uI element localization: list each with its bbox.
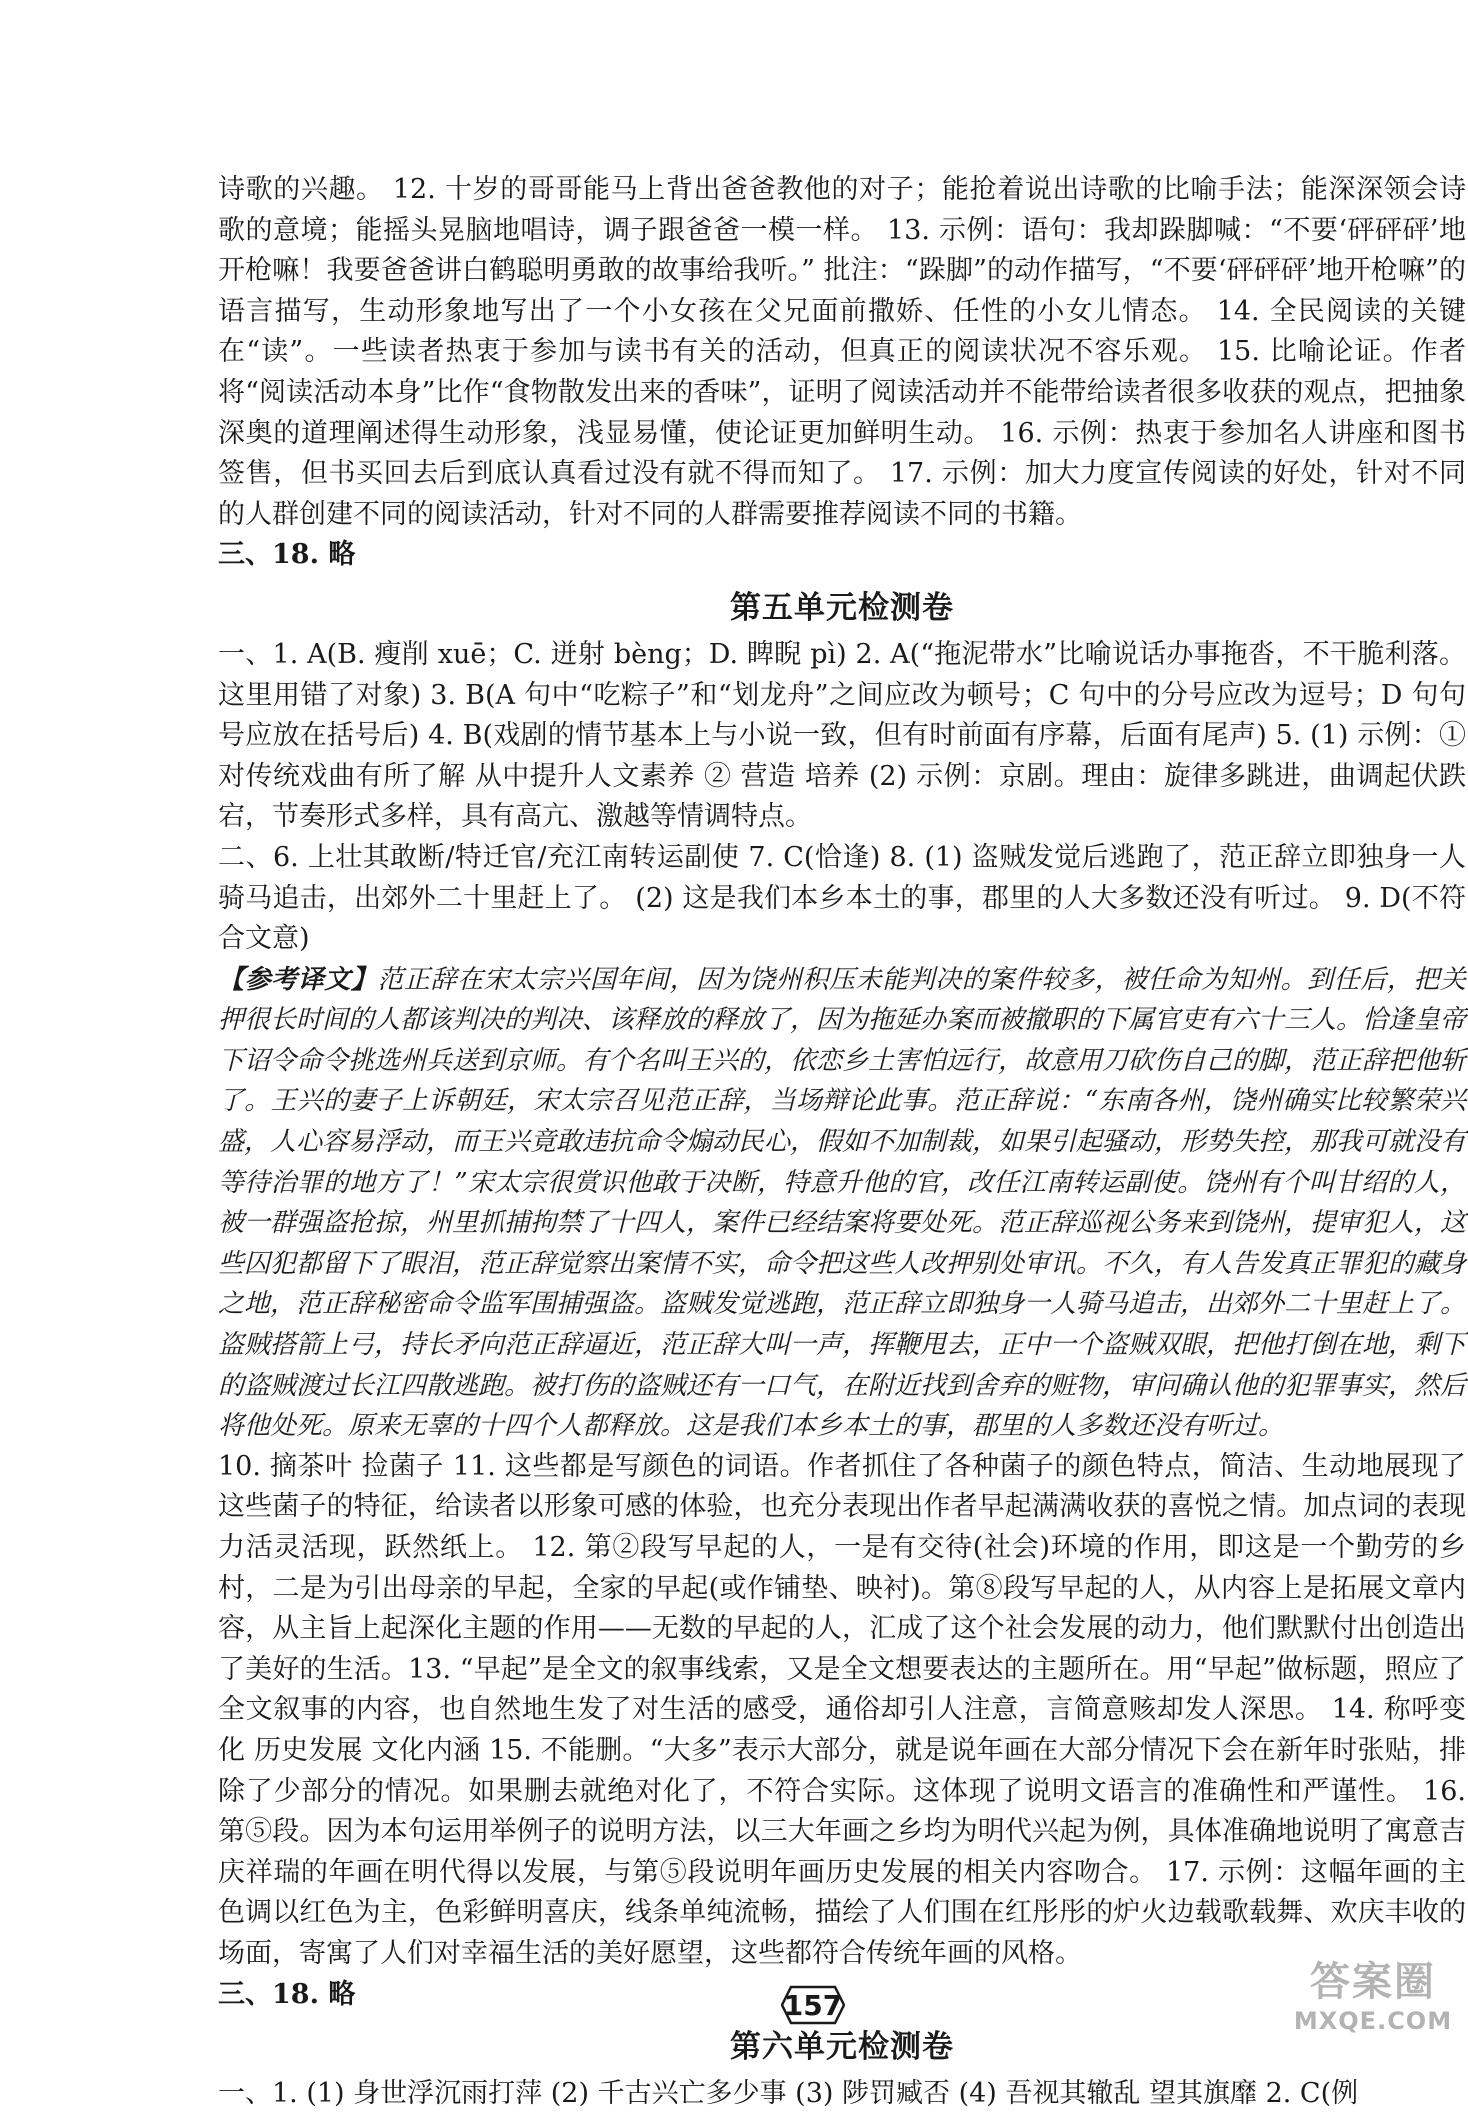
section-three-omitted: 三、18. 略 — [218, 539, 356, 571]
answer-paragraph-unit4-continued: 诗歌的兴趣。 12. 十岁的哥哥能马上背出爸爸教他的对子；能抢着说出诗歌的比喻手法；能深深领会诗歌的意境；能摇头晃脑地唱诗，调子跟爸爸一模一样。 13. 示例：语句：我却跺脚喊：“不要‘砰砰砰’地开枪嘛！我要爸爸讲白鹤聪明勇敢的故事给我听。” 批注：“跺脚”的动作描写，“不要‘砰砰砰’地开枪嘛”的语言描写，生动形象地写出了一个小女孩在父兄面前撒娇、任性的小女儿情态。 14. 全民阅读的关键在“读”。一些读者热衷于参加与读书有关的活动，但真正的阅读状况不容乐观。 15. 比喻论证。作者将“阅读活动本身”比作“食物散发出来的香味”，证明了阅读活动并不能带给读者很多收获的观点，把抽象深奥的道理阐述得生动形象，浅显易懂，使论证更加鲜明生动。 16. 示例：热衷于参加名人讲座和图书签售，但书买回去后到底认真看过没有就不得而知了。 17. 示例：加大力度宣传阅读的好处，针对不同的人群创建不同的阅读活动，针对不同的人群需要推荐阅读不同的书籍。 — [218, 174, 1466, 530]
reference-translation-text: 范正辞在宋太宗兴国年间，因为饶州积压未能判决的案件较多，被任命为知州。到任后，把关押很长时间的人都该判决的判决、该释放的释放了，因为拖延办案而被撤职的下属官吏有六十三人。恰逢皇帝下诏令命令挑选州兵送到京师。有个名叫王兴的，依恋乡土害怕远行，故意用刀砍伤自己的脚，范正辞把他斩了。王兴的妻子上诉朝廷，宋太宗召见范正辞，当场辩论此事。范正辞说：“东南各州，饶州确实比较繁荣兴盛，人心容易浮动，而王兴竟敢违抗命令煽动民心，假如不加制裁，如果引起骚动，形势失控，那我可就没有等待治罪的地方了！”宋太宗很赏识他敢于决断，特意升他的官，改任江南转运副使。饶州有个叫甘绍的人，被一群强盗抢掠，州里抓捕拘禁了十四人，案件已经结案将要处死。范正辞巡视公务来到饶州，提审犯人，这些囚犯都留下了眼泪，范正辞觉察出案情不实，命令把这些人改押别处审讯。不久，有人告发真正罪犯的藏身之地，范正辞秘密命令监军围捕强盗。盗贼发觉逃跑，范正辞立即独身一人骑马追击，出郊外二十里赶上了。盗贼搭箭上弓，持长矛向范正辞逼近，范正辞大叫一声，挥鞭甩去，正中一个盗贼双眼，把他打倒在地，剩下的盗贼渡过长江四散逃跑。被打伤的盗贼还有一口气，在附近找到舍弃的赃物，审问确认他的犯罪事实，然后将他处死。原来无辜的十四个人都释放。这是我们本乡本土的事，郡里的人多数还没有听过。 — [218, 964, 1467, 1442]
unit6-part1-answers: 一、1. (1) 身世浮沉雨打萍 (2) 千古兴亡多少事 (3) 陟罚臧否 (4) 吾视其辙乱 望其旗靡 2. C(例 — [218, 2078, 1359, 2110]
page-number-text: 157 — [783, 1988, 843, 2022]
watermark-logo-text: 答案圈 — [1310, 1959, 1436, 2005]
unit5-reading-answers: 10. 摘茶叶 捡菌子 11. 这些都是写颜色的词语。作者抓住了各种菌子的颜色特点，简洁、生动地展现了这些菌子的特征，给读者以形象可感的体验，也充分表现出作者早起满满收获的喜悦之情。加点词的表现力活灵活现，跃然纸上。 12. 第②段写早起的人，一是有交待(社会)环境的作用，即这是一个勤劳的乡村，二是为引出母亲的早起，全家的早起(或作铺垫、映衬)。第⑧段写早起的人，从内容上是拓展文章内容，从主旨上起深化主题的作用——无数的早起的人，汇成了这个社会发展的动力，他们默默付出创造出了美好的生活。13. “早起”是全文的叙事线索，又是全文想要表达的主题所在。用“早起”做标题，照应了全文叙事的内容，也自然地生发了对生活的感受，通俗却引人注意，言简意赅却发人深思。 14. 称呼变化 历史发展 文化内涵 15. 不能删。“大多”表示大部分，就是说年画在大部分情况下会在新年时张贴，排除了少部分的情况。如果删去就绝对化了，不符合实际。这体现了说明文语言的准确性和严谨性。 16. 第⑤段。因为本句运用举例子的说明方法，以三大年画之乡均为明代兴起为例，具体准确地说明了寓意吉庆祥瑞的年画在明代得以发展，与第⑤段说明年画历史发展的相关内容吻合。 17. 示例：这幅年画的主色调以红色为主，色彩鲜明喜庆，线条单纯流畅，描绘了人们围在红彤彤的炉火边载歌载舞、欢庆丰收的场面，寄寓了人们对幸福生活的美好愿望，这些都符合传统年画的风格。 — [218, 1450, 1466, 1969]
unit5-part2-answers: 二、6. 上壮其敢断/特迁官/充江南转运副使 7. C(恰逢) 8. (1) 盗贼发觉后逃跑了，范正辞立即独身一人骑马追击，出郊外二十里赶上了。 (2) 这是我们本乡本土的事，郡里的人大多数还没有听过。 9. D(不符合文意) — [218, 841, 1466, 955]
unit6-heading: 第六单元检测卷 — [730, 2029, 954, 2066]
reference-translation-tag: 【参考译文】 — [218, 964, 378, 995]
section-three-omitted-2: 三、18. 略 — [218, 1978, 356, 2010]
watermark-url-text: MXQE.COM — [1293, 2007, 1453, 2035]
page-content — [218, 170, 1466, 2115]
page-number — [781, 1985, 845, 2025]
unit5-heading: 第五单元检测卷 — [730, 589, 954, 626]
unit5-part1-answers: 一、1. A(B. 瘦削 xuē；C. 迸射 bèng；D. 睥睨 pì) 2. A(“拖泥带水”比喻说话办事拖沓，不干脆利落。这里用错了对象) 3. B(A 句中“吃粽子”和“划龙舟”之间应改为顿号；C 句中的分号应改为逗号；D 句句号应放在括号后) 4. B(戏剧的情节基本上与小说一致，但有时前面有序幕，后面有尾声) 5. (1) 示例：① 对传统戏曲有所了解 从中提升人文素养 ② 营造 培养 (2) 示例：京剧。理由：旋律多跳进，曲调起伏跌宕，节奏形式多样，具有高亢、激越等情调特点。 — [218, 638, 1466, 833]
reference-translation — [218, 960, 1466, 1447]
site-watermark — [1288, 1958, 1458, 2048]
